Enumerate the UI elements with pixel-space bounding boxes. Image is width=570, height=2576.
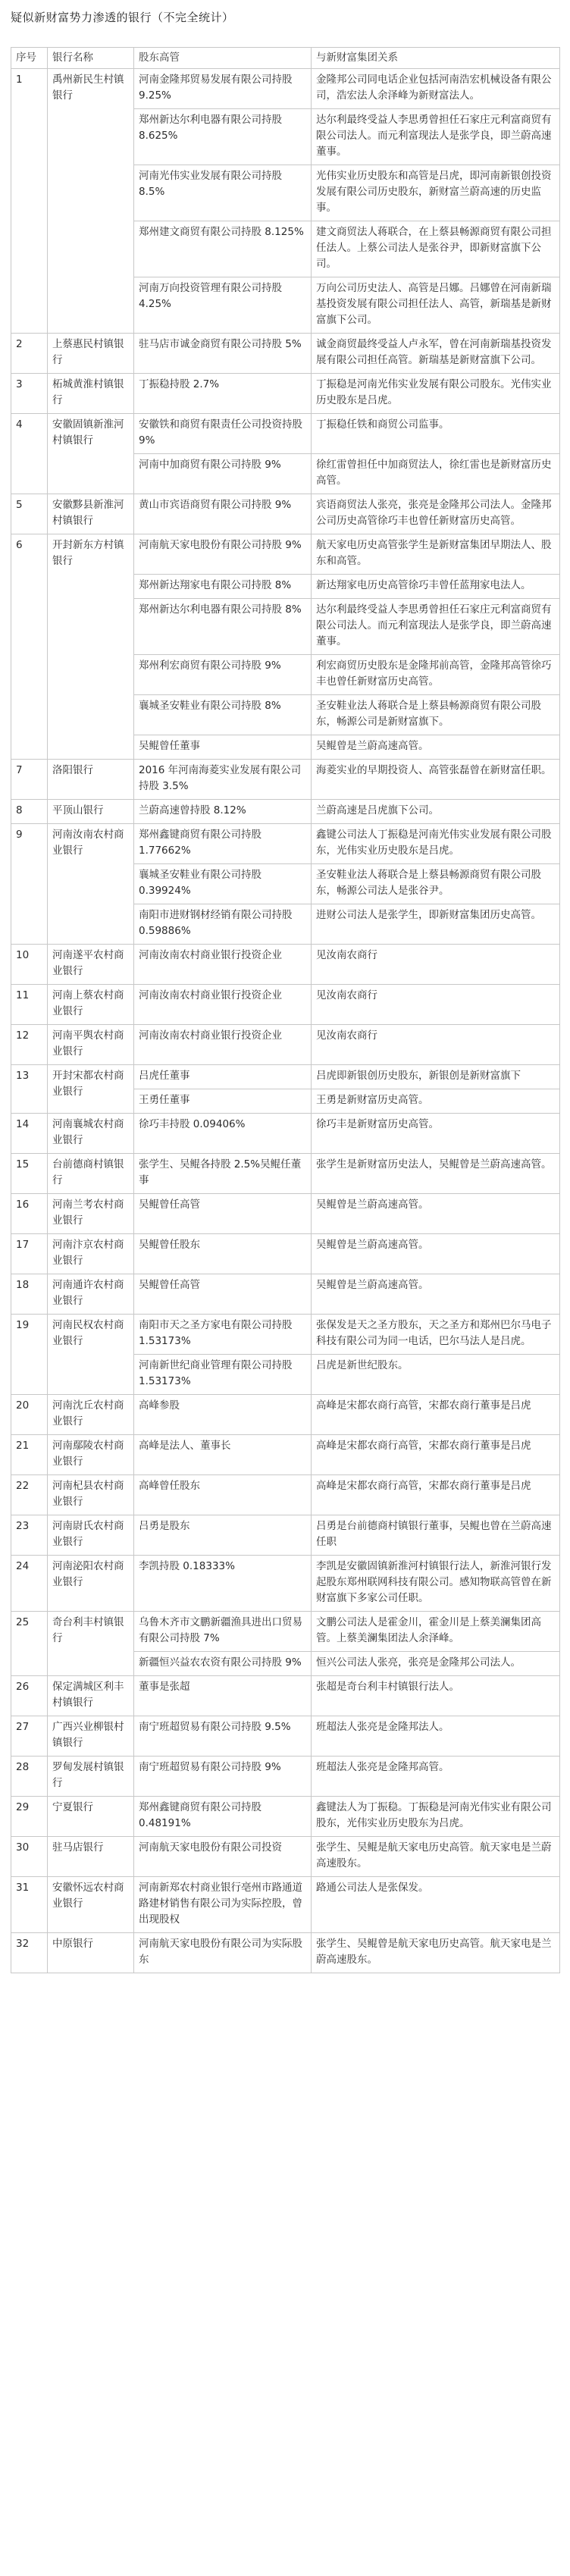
row-number: 8 bbox=[11, 800, 48, 824]
table-row bbox=[11, 1757, 560, 1797]
relation-cell: 张学生是新财富历史法人，吴鲲曾是兰蔚高速高管。 bbox=[312, 1154, 560, 1194]
bank-name-cell: 保定满城区利丰村镇银行 bbox=[48, 1676, 134, 1716]
bank-name-cell: 河南鄢陵农村商业银行 bbox=[48, 1435, 134, 1475]
shareholder-cell: 乌鲁木齐市文鹏新疆渔具进出口贸易有限公司持股 7% bbox=[134, 1612, 312, 1652]
table-row bbox=[11, 374, 560, 414]
shareholder-cell: 河南金隆邦贸易发展有限公司持股 9.25% bbox=[134, 69, 312, 109]
relation-cell: 见汝南农商行 bbox=[312, 985, 560, 1025]
shareholder-cell: 吴鲲曾任股东 bbox=[134, 1234, 312, 1274]
bank-table bbox=[11, 47, 560, 1973]
bank-name-cell: 河南平舆农村商业银行 bbox=[48, 1025, 134, 1065]
row-number: 2 bbox=[11, 334, 48, 374]
shareholder-cell: 河南航天家电股份有限公司投资 bbox=[134, 1837, 312, 1877]
bank-name-cell: 河南沈丘农村商业银行 bbox=[48, 1395, 134, 1435]
shareholder-cell: 兰蔚高速曾持股 8.12% bbox=[134, 800, 312, 824]
bank-name-cell: 上蔡惠民村镇银行 bbox=[48, 334, 134, 374]
bank-name-cell: 罗甸发展村镇银行 bbox=[48, 1757, 134, 1797]
row-number: 28 bbox=[11, 1757, 48, 1797]
table-row bbox=[11, 1194, 560, 1234]
relation-cell: 张学生、吴鲲是航天家电历史高管。航天家电是兰蔚高速股东。 bbox=[312, 1837, 560, 1877]
row-number: 30 bbox=[11, 1837, 48, 1877]
table-row bbox=[11, 800, 560, 824]
shareholder-cell: 襄城圣安鞋业有限公司持股 8% bbox=[134, 695, 312, 735]
shareholder-cell: 郑州建文商贸有限公司持股 8.125% bbox=[134, 221, 312, 277]
bank-name-cell: 奇台利丰村镇银行 bbox=[48, 1612, 134, 1676]
row-number: 13 bbox=[11, 1065, 48, 1114]
shareholder-cell: 张学生、吴鲲各持股 2.5%吴鲲任董事 bbox=[134, 1154, 312, 1194]
shareholder-cell: 2016 年河南海菱实业发展有限公司持股 3.5% bbox=[134, 760, 312, 800]
shareholder-cell: 郑州新达翔家电有限公司持股 8% bbox=[134, 575, 312, 599]
relation-cell: 高峰是宋都农商行高管，宋都农商行董事是吕虎 bbox=[312, 1395, 560, 1435]
relation-cell: 诚金商贸最终受益人卢永军，曾在河南新瑞基投资发展有限公司担任高管。新瑞基是新财富旗下公司。 bbox=[312, 334, 560, 374]
relation-cell: 丁振稳任铁和商贸公司监事。 bbox=[312, 414, 560, 454]
bank-name-cell: 台前德商村镇银行 bbox=[48, 1154, 134, 1194]
table-row bbox=[11, 1676, 560, 1716]
row-number: 6 bbox=[11, 534, 48, 760]
shareholder-cell: 南阳市进财钢材经销有限公司持股 0.59886% bbox=[134, 904, 312, 945]
shareholder-cell: 襄城圣安鞋业有限公司持股 0.39924% bbox=[134, 864, 312, 904]
bank-name-cell: 河南通许农村商业银行 bbox=[48, 1274, 134, 1315]
row-number: 32 bbox=[11, 1933, 48, 1973]
table-row bbox=[11, 1475, 560, 1515]
row-number: 27 bbox=[11, 1716, 48, 1757]
shareholder-cell: 郑州鑫键商贸有限公司持股 0.48191% bbox=[134, 1797, 312, 1837]
row-number: 15 bbox=[11, 1154, 48, 1194]
relation-cell: 万向公司历史法人、高管是吕娜。吕娜曾在河南新瑞基投资发展有限公司担任法人、高管，新瑞基是新财富旗下公司。 bbox=[312, 277, 560, 334]
bank-name-cell: 河南民权农村商业银行 bbox=[48, 1315, 134, 1395]
row-number: 11 bbox=[11, 985, 48, 1025]
relation-cell: 航天家电历史高管张学生是新财富集团早期法人、股东和高管。 bbox=[312, 534, 560, 575]
relation-cell: 班超法人张亮是金隆邦高管。 bbox=[312, 1757, 560, 1797]
shareholder-cell: 吴鲲曾任董事 bbox=[134, 735, 312, 760]
relation-cell: 金隆邦公司同电话企业包括河南浩宏机械设备有限公司，浩宏法人余泽峰为新财富法人。 bbox=[312, 69, 560, 109]
table-row bbox=[11, 1612, 560, 1652]
row-number: 26 bbox=[11, 1676, 48, 1716]
bank-name-cell: 安徽怀远农村商业银行 bbox=[48, 1877, 134, 1933]
table-row bbox=[11, 1797, 560, 1837]
shareholder-cell: 高峰曾任股东 bbox=[134, 1475, 312, 1515]
shareholder-cell: 李凯持股 0.18333% bbox=[134, 1556, 312, 1612]
shareholder-cell: 吕虎任董事 bbox=[134, 1065, 312, 1089]
shareholder-cell: 董事是张超 bbox=[134, 1676, 312, 1716]
table-row bbox=[11, 985, 560, 1025]
relation-cell: 徐巧丰是新财富历史高管。 bbox=[312, 1114, 560, 1154]
table-row bbox=[11, 1837, 560, 1877]
shareholder-cell: 河南万向投资管理有限公司持股 4.25% bbox=[134, 277, 312, 334]
table-row bbox=[11, 1556, 560, 1612]
relation-cell: 吕勇是台前德商村镇银行董事，吴鲲也曾在兰蔚高速任职 bbox=[312, 1515, 560, 1556]
shareholder-cell: 河南新郑农村商业银行亳州市路通道路建材销售有限公司为实际控股，曾出现股权 bbox=[134, 1877, 312, 1933]
shareholder-cell: 河南汝南农村商业银行投资企业 bbox=[134, 1025, 312, 1065]
bank-name-cell: 河南上蔡农村商业银行 bbox=[48, 985, 134, 1025]
bank-name-cell: 驻马店银行 bbox=[48, 1837, 134, 1877]
row-number: 16 bbox=[11, 1194, 48, 1234]
table-row bbox=[11, 1515, 560, 1556]
relation-cell: 建文商贸法人蒋联合，在上蔡县畅源商贸有限公司担任法人。上蔡公司法人是张谷尹，即新财富旗下公司。 bbox=[312, 221, 560, 277]
row-number: 10 bbox=[11, 945, 48, 985]
relation-cell: 鑫键公司法人丁振稳是河南光伟实业发展有限公司股东，光伟实业历史股东是吕虎。 bbox=[312, 824, 560, 864]
table-row bbox=[11, 334, 560, 374]
relation-cell: 达尔利最终受益人李思勇曾担任石家庄元利富商贸有限公司法人。而元利富现法人是张学良，即兰蔚高速董事。 bbox=[312, 109, 560, 165]
table-row bbox=[11, 1114, 560, 1154]
relation-cell: 张超是奇台利丰村镇银行法人。 bbox=[312, 1676, 560, 1716]
bank-name-cell: 安徽黟县新淮河村镇银行 bbox=[48, 494, 134, 534]
shareholder-cell: 高峰参股 bbox=[134, 1395, 312, 1435]
column-header-no: 序号 bbox=[11, 48, 48, 69]
shareholder-cell: 河南光伟实业发展有限公司持股 8.5% bbox=[134, 165, 312, 221]
shareholder-cell: 丁振稳持股 2.7% bbox=[134, 374, 312, 414]
column-header-relation: 与新财富集团关系 bbox=[312, 48, 560, 69]
bank-name-cell: 开封新东方村镇银行 bbox=[48, 534, 134, 760]
row-number: 3 bbox=[11, 374, 48, 414]
bank-name-cell: 禹州新民生村镇银行 bbox=[48, 69, 134, 334]
relation-cell: 吴鲲曾是兰蔚高速高管。 bbox=[312, 735, 560, 760]
shareholder-cell: 高峰是法人、董事长 bbox=[134, 1435, 312, 1475]
row-number: 24 bbox=[11, 1556, 48, 1612]
shareholder-cell: 郑州新达尔利电器有限公司持股 8% bbox=[134, 599, 312, 655]
relation-cell: 宾语商贸法人张亮，张亮是金隆邦公司法人。金隆邦公司历史高管徐巧丰也曾任新财富历史高管。 bbox=[312, 494, 560, 534]
shareholder-cell: 河南汝南农村商业银行投资企业 bbox=[134, 985, 312, 1025]
column-header-shareholder: 股东高管 bbox=[134, 48, 312, 69]
shareholder-cell: 吴鲲曾任高管 bbox=[134, 1274, 312, 1315]
row-number: 4 bbox=[11, 414, 48, 494]
relation-cell: 恒兴公司法人张亮，张亮是金隆邦公司法人。 bbox=[312, 1652, 560, 1676]
shareholder-cell: 河南汝南农村商业银行投资企业 bbox=[134, 945, 312, 985]
bank-name-cell: 洛阳银行 bbox=[48, 760, 134, 800]
table-row bbox=[11, 945, 560, 985]
relation-cell: 鑫键法人为丁振稳。丁振稳是河南光伟实业有限公司股东，光伟实业历史股东为吕虎。 bbox=[312, 1797, 560, 1837]
bank-name-cell: 中原银行 bbox=[48, 1933, 134, 1973]
relation-cell: 见汝南农商行 bbox=[312, 945, 560, 985]
relation-cell: 圣安鞋业法人蒋联合是上蔡县畅源商贸有限公司股东，畅源公司法人是张谷尹。 bbox=[312, 864, 560, 904]
relation-cell: 文鹏公司法人是霍金川，霍金川是上蔡美澜集团高管。上蔡美澜集团法人余泽峰。 bbox=[312, 1612, 560, 1652]
relation-cell: 张学生、吴鲲曾是航天家电历史高管。航天家电是兰蔚高速股东。 bbox=[312, 1933, 560, 1973]
shareholder-cell: 河南航天家电股份有限公司为实际股东 bbox=[134, 1933, 312, 1973]
shareholder-cell: 郑州新达尔利电器有限公司持股 8.625% bbox=[134, 109, 312, 165]
table-body bbox=[11, 69, 560, 1973]
relation-cell: 李凯是安徽固镇新淮河村镇银行法人，新淮河银行发起股东郑州联网科技有限公司。感知物联高管曾在新财富旗下多家公司任职。 bbox=[312, 1556, 560, 1612]
shareholder-cell: 新疆恒兴益农农资有限公司持股 9% bbox=[134, 1652, 312, 1676]
shareholder-cell: 河南中加商贸有限公司持股 9% bbox=[134, 454, 312, 494]
relation-cell: 吴鲲曾是兰蔚高速高管。 bbox=[312, 1274, 560, 1315]
shareholder-cell: 南宁班超贸易有限公司持股 9% bbox=[134, 1757, 312, 1797]
relation-cell: 徐红雷曾担任中加商贸法人，徐红雷也是新财富历史高管。 bbox=[312, 454, 560, 494]
relation-cell: 圣安鞋业法人蒋联合是上蔡县畅源商贸有限公司股东，畅源公司是新财富旗下。 bbox=[312, 695, 560, 735]
bank-name-cell: 河南遂平农村商业银行 bbox=[48, 945, 134, 985]
row-number: 19 bbox=[11, 1315, 48, 1395]
row-number: 20 bbox=[11, 1395, 48, 1435]
relation-cell: 高峰是宋都农商行高管，宋都农商行董事是吕虎 bbox=[312, 1475, 560, 1515]
relation-cell: 利宏商贸历史股东是金隆邦前高管，金隆邦高管徐巧丰也曾任新财富历史高管。 bbox=[312, 655, 560, 695]
relation-cell: 光伟实业历史股东和高管是吕虎，即河南新银创投资发展有限公司历史股东，新财富兰蔚高速的历史监事。 bbox=[312, 165, 560, 221]
shareholder-cell: 南阳市天之圣方家电有限公司持股 1.53173% bbox=[134, 1315, 312, 1355]
row-number: 18 bbox=[11, 1274, 48, 1315]
bank-name-cell: 河南兰考农村商业银行 bbox=[48, 1194, 134, 1234]
table-row bbox=[11, 69, 560, 109]
table-row bbox=[11, 1395, 560, 1435]
row-number: 21 bbox=[11, 1435, 48, 1475]
shareholder-cell: 安徽铁和商贸有限责任公司投资持股 9% bbox=[134, 414, 312, 454]
relation-cell: 新达翔家电历史高管徐巧丰曾任蓝翔家电法人。 bbox=[312, 575, 560, 599]
row-number: 5 bbox=[11, 494, 48, 534]
shareholder-cell: 驻马店市诚金商贸有限公司持股 5% bbox=[134, 334, 312, 374]
row-number: 1 bbox=[11, 69, 48, 334]
table-row bbox=[11, 1877, 560, 1933]
table-row bbox=[11, 1234, 560, 1274]
table-row bbox=[11, 494, 560, 534]
bank-name-cell: 广西兴业柳银村镇银行 bbox=[48, 1716, 134, 1757]
relation-cell: 张保发是天之圣方股东，天之圣方和郑州巴尔马电子科技有限公司为同一电话，巴尔马法人是吕虎。 bbox=[312, 1315, 560, 1355]
table-row bbox=[11, 760, 560, 800]
row-number: 25 bbox=[11, 1612, 48, 1676]
shareholder-cell: 黄山市宾语商贸有限公司持股 9% bbox=[134, 494, 312, 534]
shareholder-cell: 南宁班超贸易有限公司持股 9.5% bbox=[134, 1716, 312, 1757]
bank-name-cell: 开封宋都农村商业银行 bbox=[48, 1065, 134, 1114]
bank-name-cell: 河南尉氏农村商业银行 bbox=[48, 1515, 134, 1556]
shareholder-cell: 河南航天家电股份有限公司持股 9% bbox=[134, 534, 312, 575]
relation-cell: 高峰是宋都农商行高管，宋都农商行董事是吕虎 bbox=[312, 1435, 560, 1475]
row-number: 9 bbox=[11, 824, 48, 945]
table-row bbox=[11, 824, 560, 864]
shareholder-cell: 郑州鑫键商贸有限公司持股 1.77662% bbox=[134, 824, 312, 864]
bank-name-cell: 河南泌阳农村商业银行 bbox=[48, 1556, 134, 1612]
relation-cell: 进财公司法人是张学生，即新财富集团历史高管。 bbox=[312, 904, 560, 945]
row-number: 23 bbox=[11, 1515, 48, 1556]
relation-cell: 见汝南农商行 bbox=[312, 1025, 560, 1065]
page-title: 疑似新财富势力渗透的银行（不完全统计） bbox=[11, 11, 234, 24]
relation-cell: 路通公司法人是张保发。 bbox=[312, 1877, 560, 1933]
row-number: 31 bbox=[11, 1877, 48, 1933]
table-header bbox=[11, 48, 560, 69]
table-row bbox=[11, 1274, 560, 1315]
table-row bbox=[11, 1933, 560, 1973]
row-number: 29 bbox=[11, 1797, 48, 1837]
relation-cell: 班超法人张亮是金隆邦法人。 bbox=[312, 1716, 560, 1757]
relation-cell: 吴鲲曾是兰蔚高速高管。 bbox=[312, 1194, 560, 1234]
relation-cell: 丁振稳是河南光伟实业发展有限公司股东。光伟实业历史股东是吕虎。 bbox=[312, 374, 560, 414]
shareholder-cell: 吕勇是股东 bbox=[134, 1515, 312, 1556]
bank-name-cell: 安徽固镇新淮河村镇银行 bbox=[48, 414, 134, 494]
table-row bbox=[11, 1065, 560, 1089]
shareholder-cell: 王勇任董事 bbox=[134, 1089, 312, 1114]
row-number: 7 bbox=[11, 760, 48, 800]
table-row bbox=[11, 414, 560, 454]
bank-name-cell: 平顶山银行 bbox=[48, 800, 134, 824]
table-row bbox=[11, 1025, 560, 1065]
relation-cell: 吕虎即新银创历史股东，新银创是新财富旗下 bbox=[312, 1065, 560, 1089]
bank-name-cell: 河南杞县农村商业银行 bbox=[48, 1475, 134, 1515]
shareholder-cell: 郑州利宏商贸有限公司持股 9% bbox=[134, 655, 312, 695]
shareholder-cell: 徐巧丰持股 0.09406% bbox=[134, 1114, 312, 1154]
table-row bbox=[11, 534, 560, 575]
relation-cell: 海菱实业的早期投资人、高管张磊曾在新财富任职。 bbox=[312, 760, 560, 800]
table-row bbox=[11, 1315, 560, 1355]
table-row bbox=[11, 1435, 560, 1475]
table-header-row bbox=[11, 48, 560, 69]
bank-name-cell: 河南汴京农村商业银行 bbox=[48, 1234, 134, 1274]
table-row bbox=[11, 1154, 560, 1194]
bank-name-cell: 河南汝南农村商业银行 bbox=[48, 824, 134, 945]
row-number: 17 bbox=[11, 1234, 48, 1274]
bank-name-cell: 柘城黄淮村镇银行 bbox=[48, 374, 134, 414]
row-number: 14 bbox=[11, 1114, 48, 1154]
table-row bbox=[11, 1716, 560, 1757]
column-header-bank: 银行名称 bbox=[48, 48, 134, 69]
relation-cell: 王勇是新财富历史高管。 bbox=[312, 1089, 560, 1114]
row-number: 22 bbox=[11, 1475, 48, 1515]
row-number: 12 bbox=[11, 1025, 48, 1065]
relation-cell: 吕虎是新世纪股东。 bbox=[312, 1355, 560, 1395]
relation-cell: 达尔利最终受益人李思勇曾担任石家庄元利富商贸有限公司法人。而元利富现法人是张学良，即兰蔚高速董事。 bbox=[312, 599, 560, 655]
bank-name-cell: 宁夏银行 bbox=[48, 1797, 134, 1837]
bank-name-cell: 河南襄城农村商业银行 bbox=[48, 1114, 134, 1154]
relation-cell: 兰蔚高速是吕虎旗下公司。 bbox=[312, 800, 560, 824]
relation-cell: 吴鲲曾是兰蔚高速高管。 bbox=[312, 1234, 560, 1274]
shareholder-cell: 吴鲲曾任高管 bbox=[134, 1194, 312, 1234]
shareholder-cell: 河南新世纪商业管理有限公司持股 1.53173% bbox=[134, 1355, 312, 1395]
